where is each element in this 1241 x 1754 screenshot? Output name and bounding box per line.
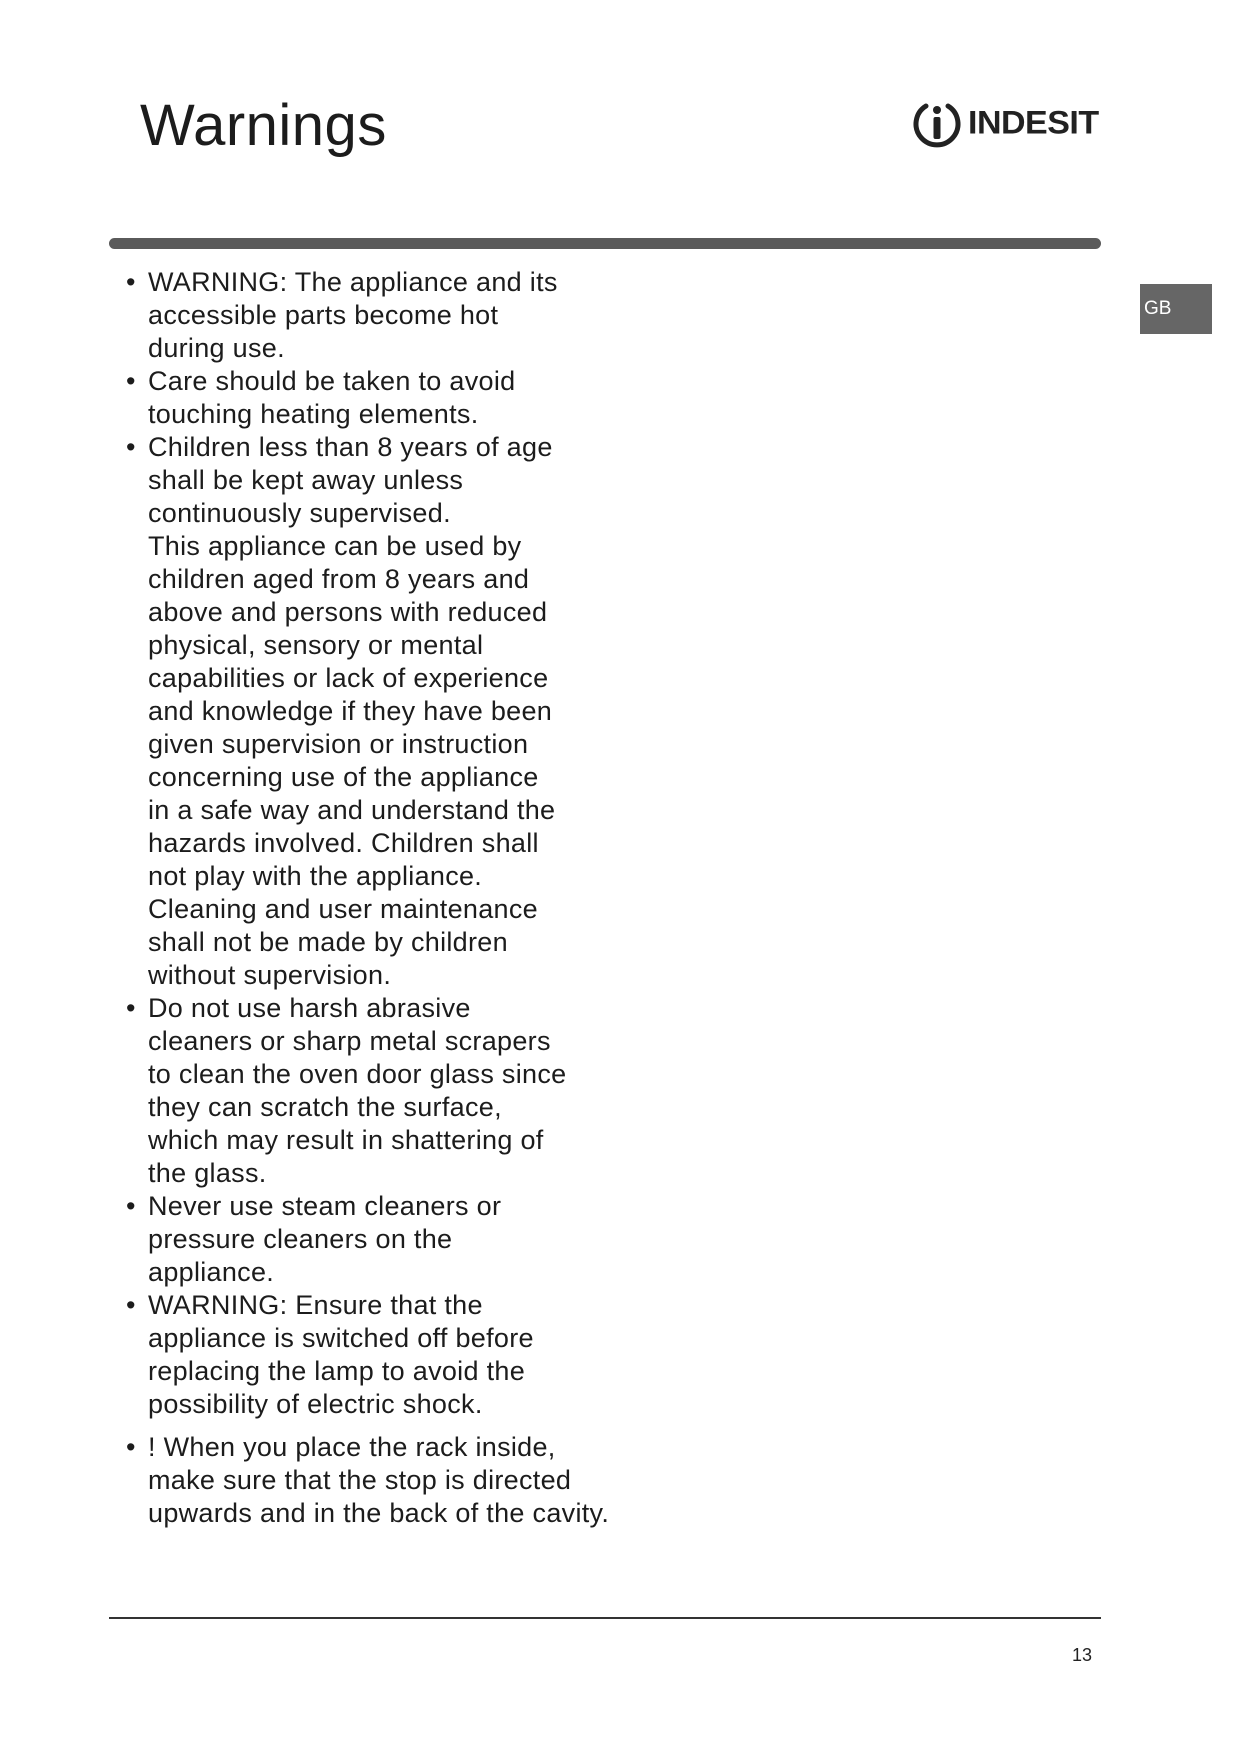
list-item bbox=[124, 1431, 644, 1530]
list-item bbox=[124, 992, 644, 1190]
warning-text: WARNING: Ensure that the appliance is switched off before replacing the lamp to avoid the possibility of electric shock. bbox=[148, 1290, 534, 1419]
language-tab: GB bbox=[1140, 284, 1212, 334]
brand-name: INDESIT bbox=[968, 104, 1099, 141]
top-divider bbox=[109, 238, 1101, 249]
list-item bbox=[124, 431, 644, 992]
list-item bbox=[124, 365, 644, 431]
bullet: • bbox=[126, 366, 136, 396]
warnings-list bbox=[124, 266, 644, 1530]
bullet: • bbox=[126, 1191, 136, 1221]
warning-text: Never use steam cleaners or pressure cleaners on the appliance. bbox=[148, 1191, 502, 1287]
bullet: • bbox=[126, 432, 136, 462]
bullet: • bbox=[126, 1432, 136, 1462]
page-title: Warnings bbox=[140, 93, 387, 158]
list-item bbox=[124, 1289, 644, 1421]
bullet: • bbox=[126, 267, 136, 297]
brand-logo bbox=[912, 98, 1099, 148]
warning-text: Care should be taken to avoid touching heating elements. bbox=[148, 366, 516, 429]
warning-text: Children less than 8 years of age shall be kept away unless continuously supervised. This appliance can be used by children aged from 8 years and above and persons with reduced physical, sensory or mental capabilities or lack of experience and knowledge if they have been given supervision or instruction concerning use of the appliance in a safe way and understand the hazards involved. Children shall not play with the appliance. Cleaning and user maintenance shall not be made by children without supervision. bbox=[148, 432, 556, 990]
bullet: • bbox=[126, 1290, 136, 1320]
list-item bbox=[124, 1190, 644, 1289]
warning-text: WARNING: The appliance and its accessible parts become hot during use. bbox=[148, 267, 558, 363]
page-number: 13 bbox=[1072, 1645, 1093, 1665]
bottom-divider bbox=[109, 1617, 1101, 1619]
warning-text: ! When you place the rack inside, make sure that the stop is directed upwards and in the back of the cavity. bbox=[148, 1432, 610, 1528]
list-item bbox=[124, 266, 644, 365]
bullet: • bbox=[126, 993, 136, 1023]
indesit-i-logo-icon bbox=[912, 98, 962, 148]
warning-text: Do not use harsh abrasive cleaners or sharp metal scrapers to clean the oven door glass since they can scratch the surface, which may result in shattering of the glass. bbox=[148, 993, 567, 1188]
